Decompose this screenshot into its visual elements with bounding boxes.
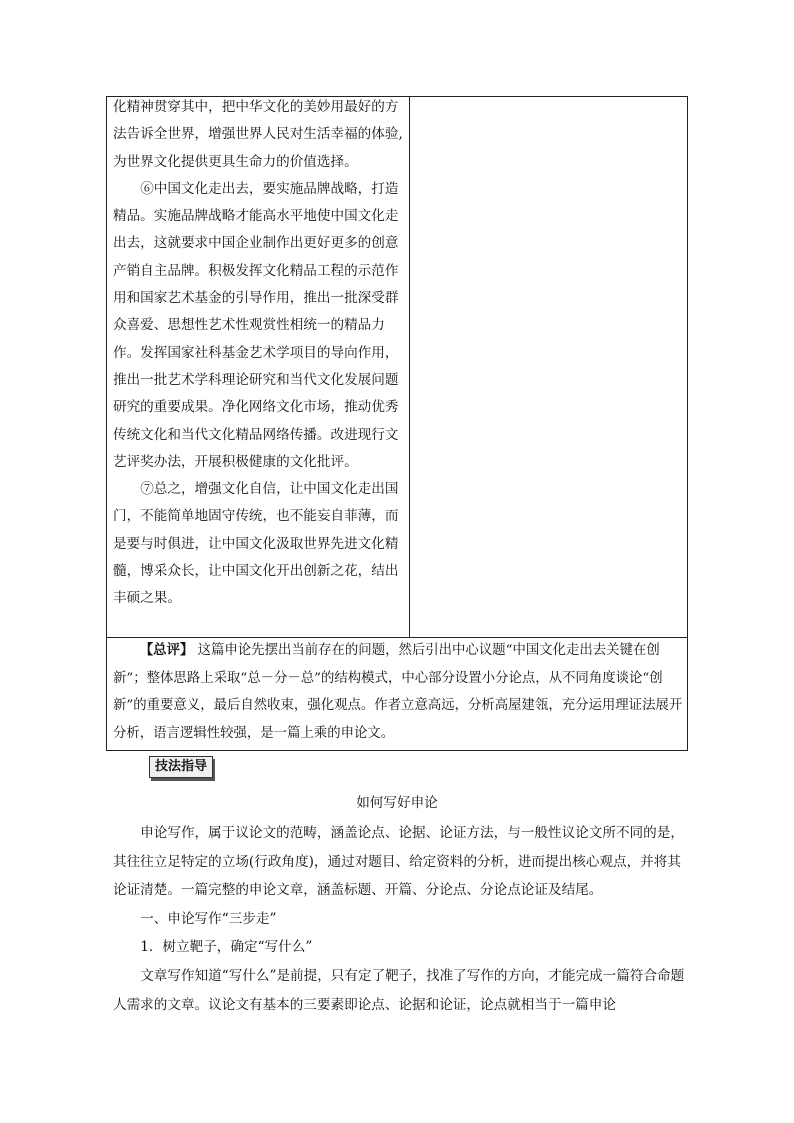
body-paragraph: 申论写作，属于议论文的范畴，涵盖论点、论据、论证方法，与一般性议论文所不同的是，其往往立足特定的立场(行政角度)，通过对题目、给定资料的分析，进而提出核心观点，并将其论证清楚。一篇完整的申论文章，涵盖标题、开篇、分论点、分论点论证及结尾。 [113,825,684,899]
comment-text: 这篇申论先摆出当前存在的问题，然后引出中心议题“中国文化走出去关键在创新”；整体思路上采取“总－分－总”的结构模式，中心部分设置小分论点，从不同角度谈论“创新”的重要意义，最后自然收束，强化观点。作者立意高远，分析高屋建瓴，充分运用理证法展开分析，语言逻辑性较强，是一篇上乘的申论文。 [113,643,683,741]
body-heading: 一、申论写作“三步走” [140,910,277,927]
overall-comment [113,637,683,747]
guide-body [113,819,685,1019]
section-title: 如何写好申论 [356,795,438,811]
body-paragraph: 文章写作知道“写什么”是前提，只有定了靶子，找准了写作的方向，才能完成一篇符合命题人需求的文章。议论文有基本的三要素即论点、论据和论证，论点就相当于一篇申论 [113,967,685,1013]
comment-tag: 【总评】 [139,642,194,658]
body-subheading: 1．树立靶子，确定“写什么” [140,939,313,956]
essay-paragraph: ⑦总之，增强文化自信，让中国文化走出国门，不能简单地固守传统，也不能妄自菲薄，而是要与时俱进，让中国文化汲取世界先进文化精髓，博采众长，让中国文化开出创新之花，结出丰硕之果。 [113,481,399,607]
table-column-divider [409,96,410,638]
essay-paragraph: ⑥中国文化走出去，要实施品牌战略，打造精品。实施品牌战略才能高水平地使中国文化走出去，这就要求中国企业制作出更好更多的创意产销自主品牌。积极发挥文化精品工程的示范作用和国家艺术基金的引导作用，推出一批深受群众喜爱、思想性艺术性观赏性相统一的精品力作。发挥国家社科基金艺术学项目的导向作用，推出一批艺术学科理论研究和当代文化发展问题研究的重要成果。净化网络文化市场，推动优秀传统文化和当代文化精品网络传播。改进现行文艺评奖办法，开展积极健康的文化批评。 [113,180,399,470]
essay-left-column [113,94,403,613]
technique-guide-badge: 技法指导 [149,756,213,778]
essay-paragraph: 化精神贯穿其中，把中华文化的美妙用最好的方法告诉全世界，增强世界人民对生活幸福的体验,为世界文化提供更具生命力的价值选择。 [113,99,403,170]
